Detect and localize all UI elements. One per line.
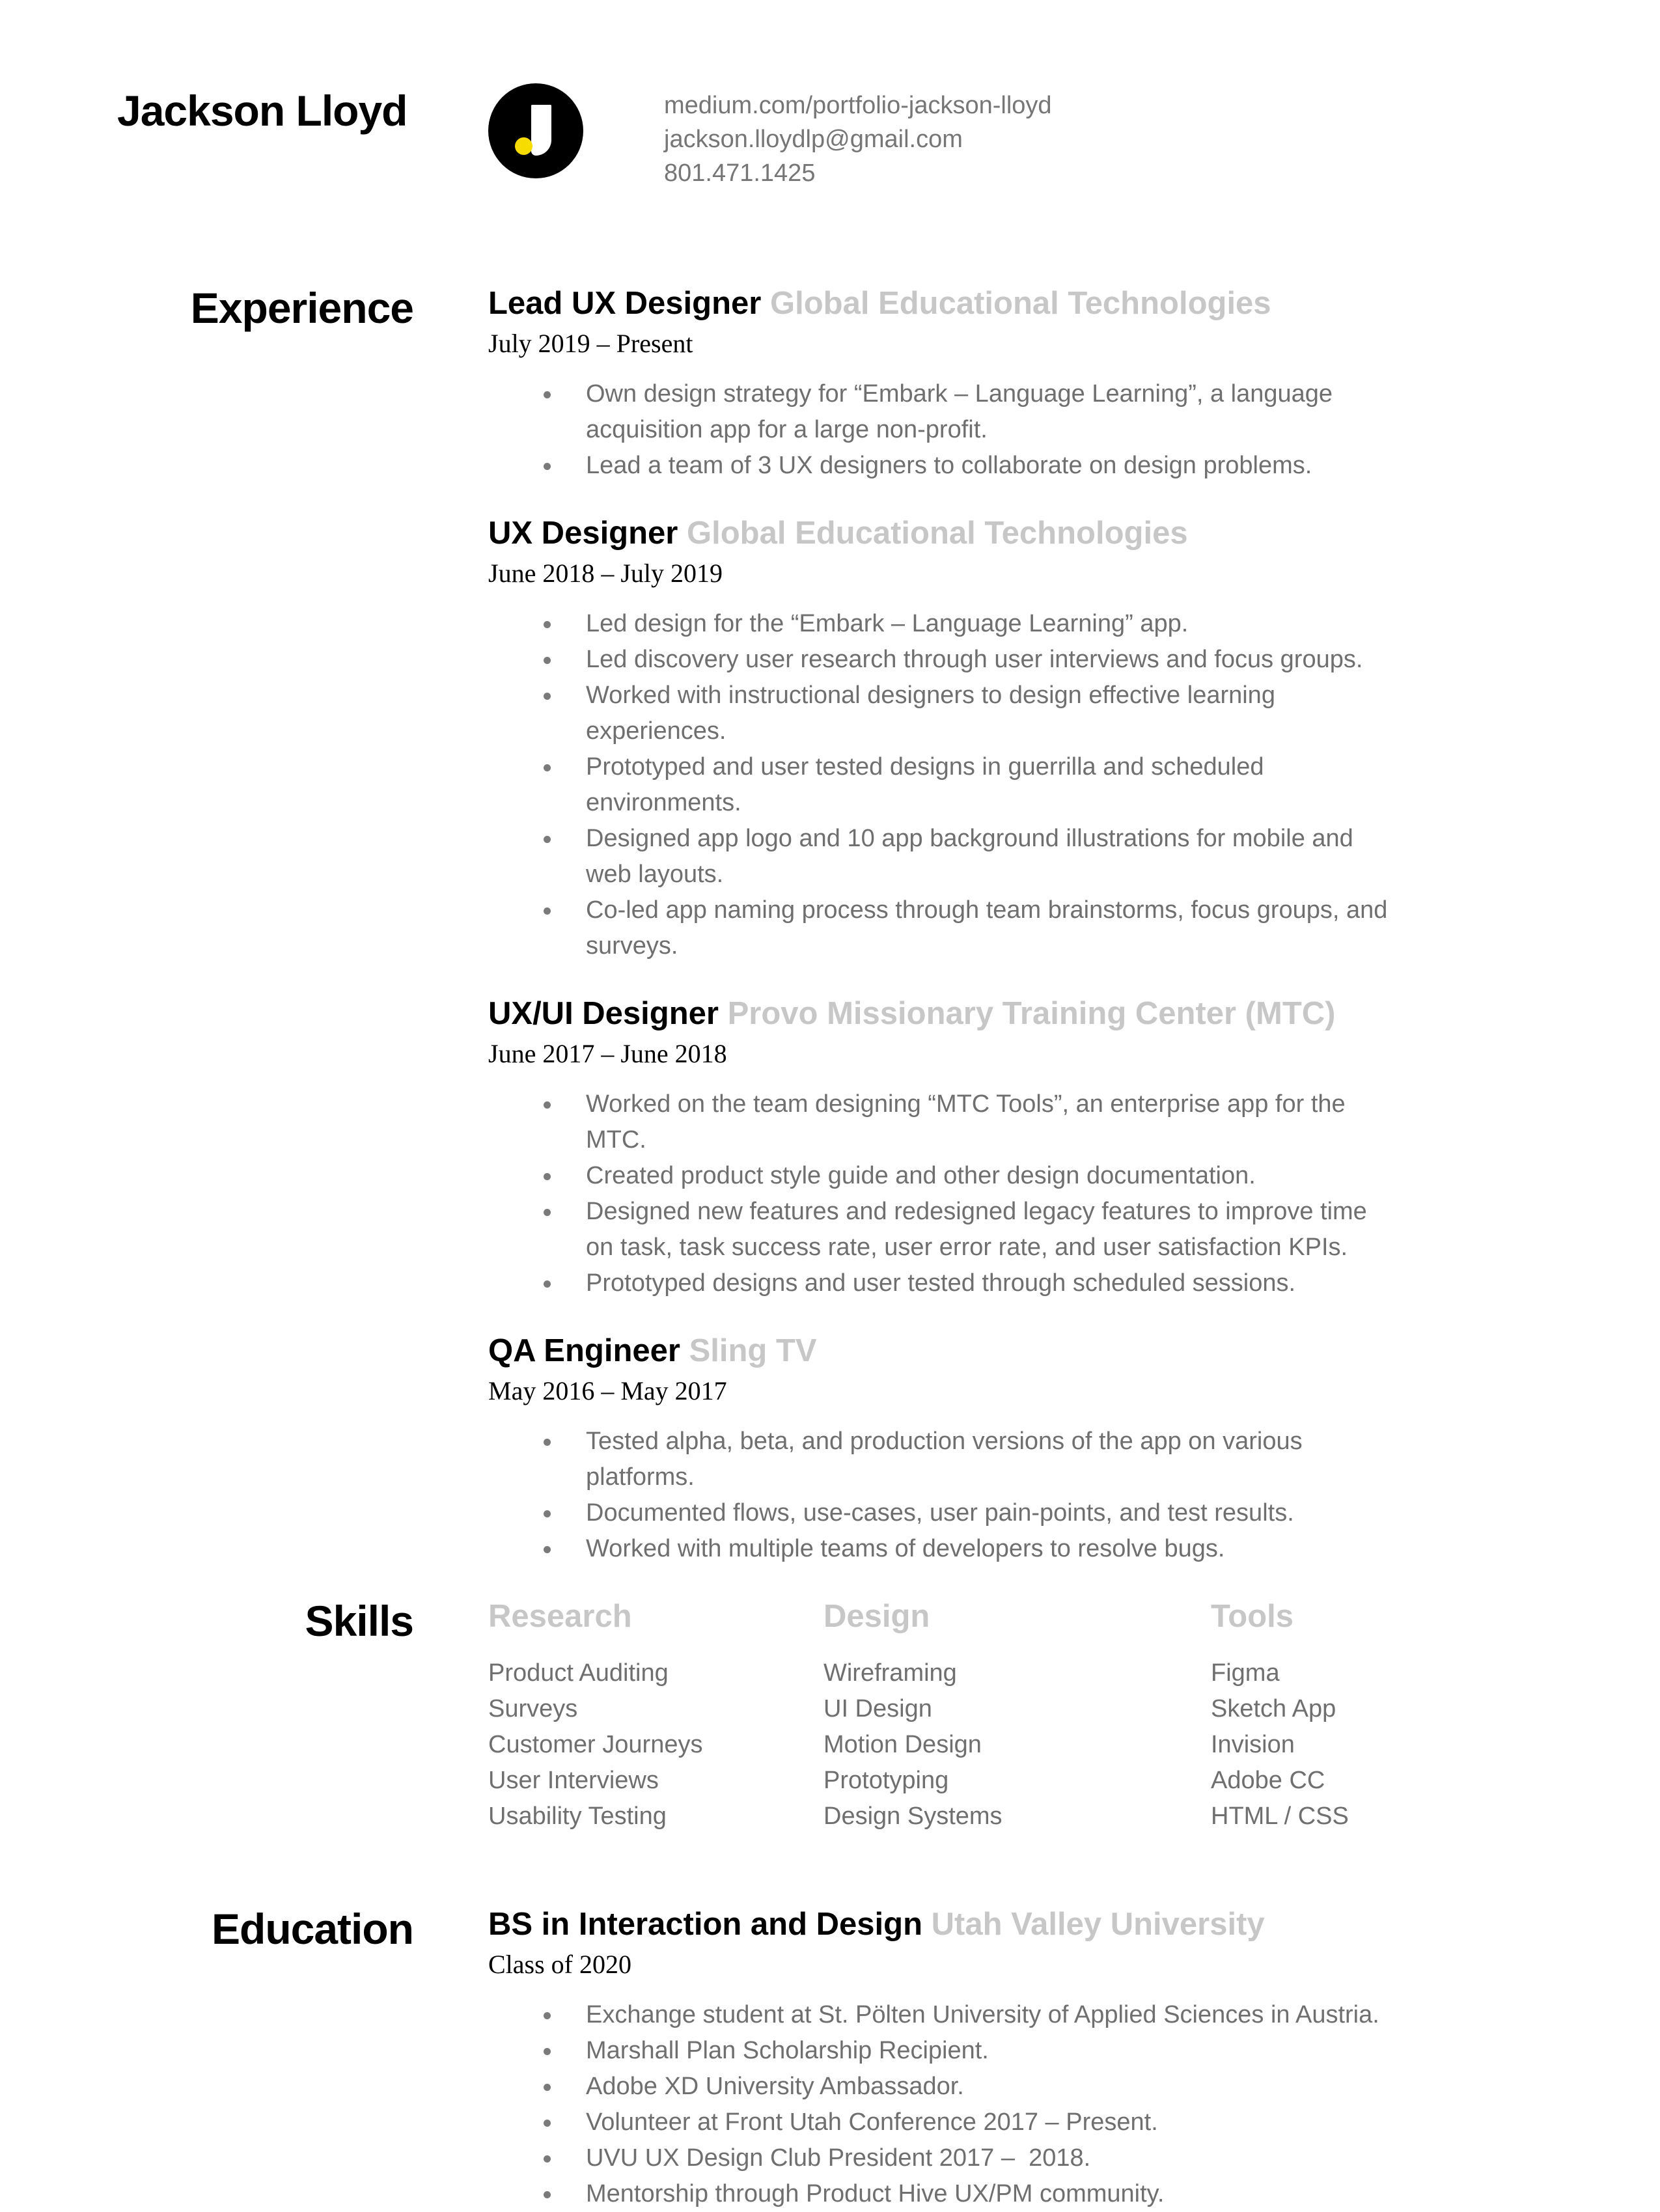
skill-item: UI Design [823, 1695, 932, 1722]
bullet-item: Worked with instructional designers to design effective learning experiences. [488, 678, 1393, 749]
skill-item: HTML / CSS [1211, 1803, 1349, 1830]
bullet-item: Designed new features and redesigned legacy features to improve time on task, task success rate, user error rate, and user satisfaction KPIs. [488, 1194, 1393, 1265]
job-title: UX Designer [488, 516, 678, 551]
bullet-item: Volunteer at Front Utah Conference 2017 – Present. [488, 2105, 1393, 2140]
experience-content [488, 285, 1543, 1567]
job-entry [488, 1333, 1543, 1567]
skill-item: User Interviews [488, 1767, 659, 1794]
degree-title: BS in Interaction and Design [488, 1907, 923, 1942]
job-heading [488, 285, 1543, 322]
education-dates: Class of 2020 [488, 1950, 631, 1979]
degree-heading [488, 1906, 1543, 1942]
bullet-item: Exchange student at St. Pölten University of Applied Sciences in Austria. [488, 1997, 1393, 2033]
bullet-item: Mentorship through Product Hive UX/PM community. [488, 2176, 1393, 2212]
job-bullets [488, 606, 1543, 964]
skills-column-header: Design [823, 1599, 930, 1634]
email-address: jackson.lloydlp@gmail.com [664, 126, 963, 153]
contact-block [664, 89, 1052, 190]
job-company: Global Educational Technologies [687, 516, 1188, 551]
bullet-item: Worked on the team designing “MTC Tools”, an enterprise app for the MTC. [488, 1086, 1393, 1158]
bullet-item: Lead a team of 3 UX designers to collaborate on design problems. [488, 448, 1393, 484]
bullet-item: Marshall Plan Scholarship Recipient. [488, 2033, 1393, 2069]
skills-column-tools [1211, 1598, 1543, 1834]
job-entry [488, 995, 1543, 1301]
skill-item: Customer Journeys [488, 1731, 703, 1758]
bullet-item: Adobe XD University Ambassador. [488, 2069, 1393, 2105]
job-company: Sling TV [689, 1333, 817, 1368]
j-monogram-logo-icon [488, 83, 583, 178]
skill-item: Wireframing [823, 1659, 957, 1687]
skill-item: Design Systems [823, 1803, 1003, 1830]
person-name: Jackson Lloyd [117, 87, 408, 135]
job-dates: June 2017 – June 2018 [488, 1039, 727, 1068]
skills-column-design [823, 1598, 1211, 1834]
bullet-item: Prototyped designs and user tested through scheduled sessions. [488, 1265, 1393, 1301]
bullet-item: Created product style guide and other design documentation. [488, 1158, 1393, 1194]
bullet-item: Designed app logo and 10 app background illustrations for mobile and web layouts. [488, 821, 1393, 892]
job-title: Lead UX Designer [488, 286, 762, 321]
section-label-skills: Skills [305, 1597, 413, 1645]
job-company: Global Educational Technologies [769, 286, 1271, 321]
education-bullets [488, 1997, 1543, 2212]
section-label-education: Education [211, 1905, 413, 1953]
skills-list [488, 1655, 823, 1834]
skill-item: Usability Testing [488, 1803, 667, 1830]
skill-item: Prototyping [823, 1767, 949, 1794]
skills-list [823, 1655, 1211, 1834]
job-heading [488, 995, 1543, 1032]
bullet-item: Prototyped and user tested designs in guerrilla and scheduled environments. [488, 749, 1393, 821]
portfolio-url: medium.com/portfolio-jackson-lloyd [664, 92, 1052, 119]
header [117, 83, 1543, 190]
job-bullets [488, 1424, 1543, 1567]
skills-grid [488, 1598, 1543, 1834]
skill-item: Product Auditing [488, 1659, 669, 1687]
skills-list [1211, 1655, 1543, 1834]
skill-item: Motion Design [823, 1731, 982, 1758]
job-company: Provo Missionary Training Center (MTC) [727, 996, 1336, 1031]
bullet-item: Co-led app naming process through team brainstorms, focus groups, and surveys. [488, 892, 1393, 964]
skills-column-research [488, 1598, 823, 1834]
phone-number: 801.471.1425 [664, 159, 816, 187]
bullet-item: Worked with multiple teams of developers to resolve bugs. [488, 1531, 1393, 1567]
bullet-item: Led design for the “Embark – Language Learning” app. [488, 606, 1393, 642]
section-label-experience: Experience [190, 284, 413, 332]
skill-item: Sketch App [1211, 1695, 1336, 1722]
bullet-item: UVU UX Design Club President 2017 – 2018. [488, 2140, 1393, 2176]
skill-item: Invision [1211, 1731, 1295, 1758]
skills-section [117, 1598, 1543, 1834]
logo-j-shape [531, 105, 551, 156]
job-dates: June 2018 – July 2019 [488, 559, 723, 588]
education-content [488, 1906, 1543, 2212]
bullet-item: Documented flows, use-cases, user pain-points, and test results. [488, 1495, 1393, 1531]
job-heading [488, 1333, 1543, 1369]
skill-item: Adobe CC [1211, 1767, 1325, 1794]
job-bullets [488, 1086, 1543, 1301]
job-bullets [488, 376, 1543, 484]
skill-item: Figma [1211, 1659, 1280, 1687]
header-content [488, 83, 1543, 190]
job-dates: May 2016 – May 2017 [488, 1376, 727, 1405]
job-heading [488, 515, 1543, 551]
education-section [117, 1906, 1543, 2212]
skills-column-header: Tools [1211, 1599, 1294, 1634]
bullet-item: Led discovery user research through user interviews and focus groups. [488, 642, 1393, 678]
logo-yellow-dot [515, 137, 533, 155]
skills-column-header: Research [488, 1599, 632, 1634]
bullet-item: Tested alpha, beta, and production versions of the app on various platforms. [488, 1424, 1393, 1495]
job-dates: July 2019 – Present [488, 329, 693, 358]
job-title: QA Engineer [488, 1333, 680, 1368]
job-title: UX/UI Designer [488, 996, 719, 1031]
job-entry [488, 515, 1543, 964]
skill-item: Surveys [488, 1695, 578, 1722]
bullet-item: Own design strategy for “Embark – Language Learning”, a language acquisition app for a large non-profit. [488, 376, 1393, 448]
experience-section [117, 285, 1543, 1567]
job-entry [488, 285, 1543, 484]
school-name: Utah Valley University [931, 1907, 1265, 1942]
